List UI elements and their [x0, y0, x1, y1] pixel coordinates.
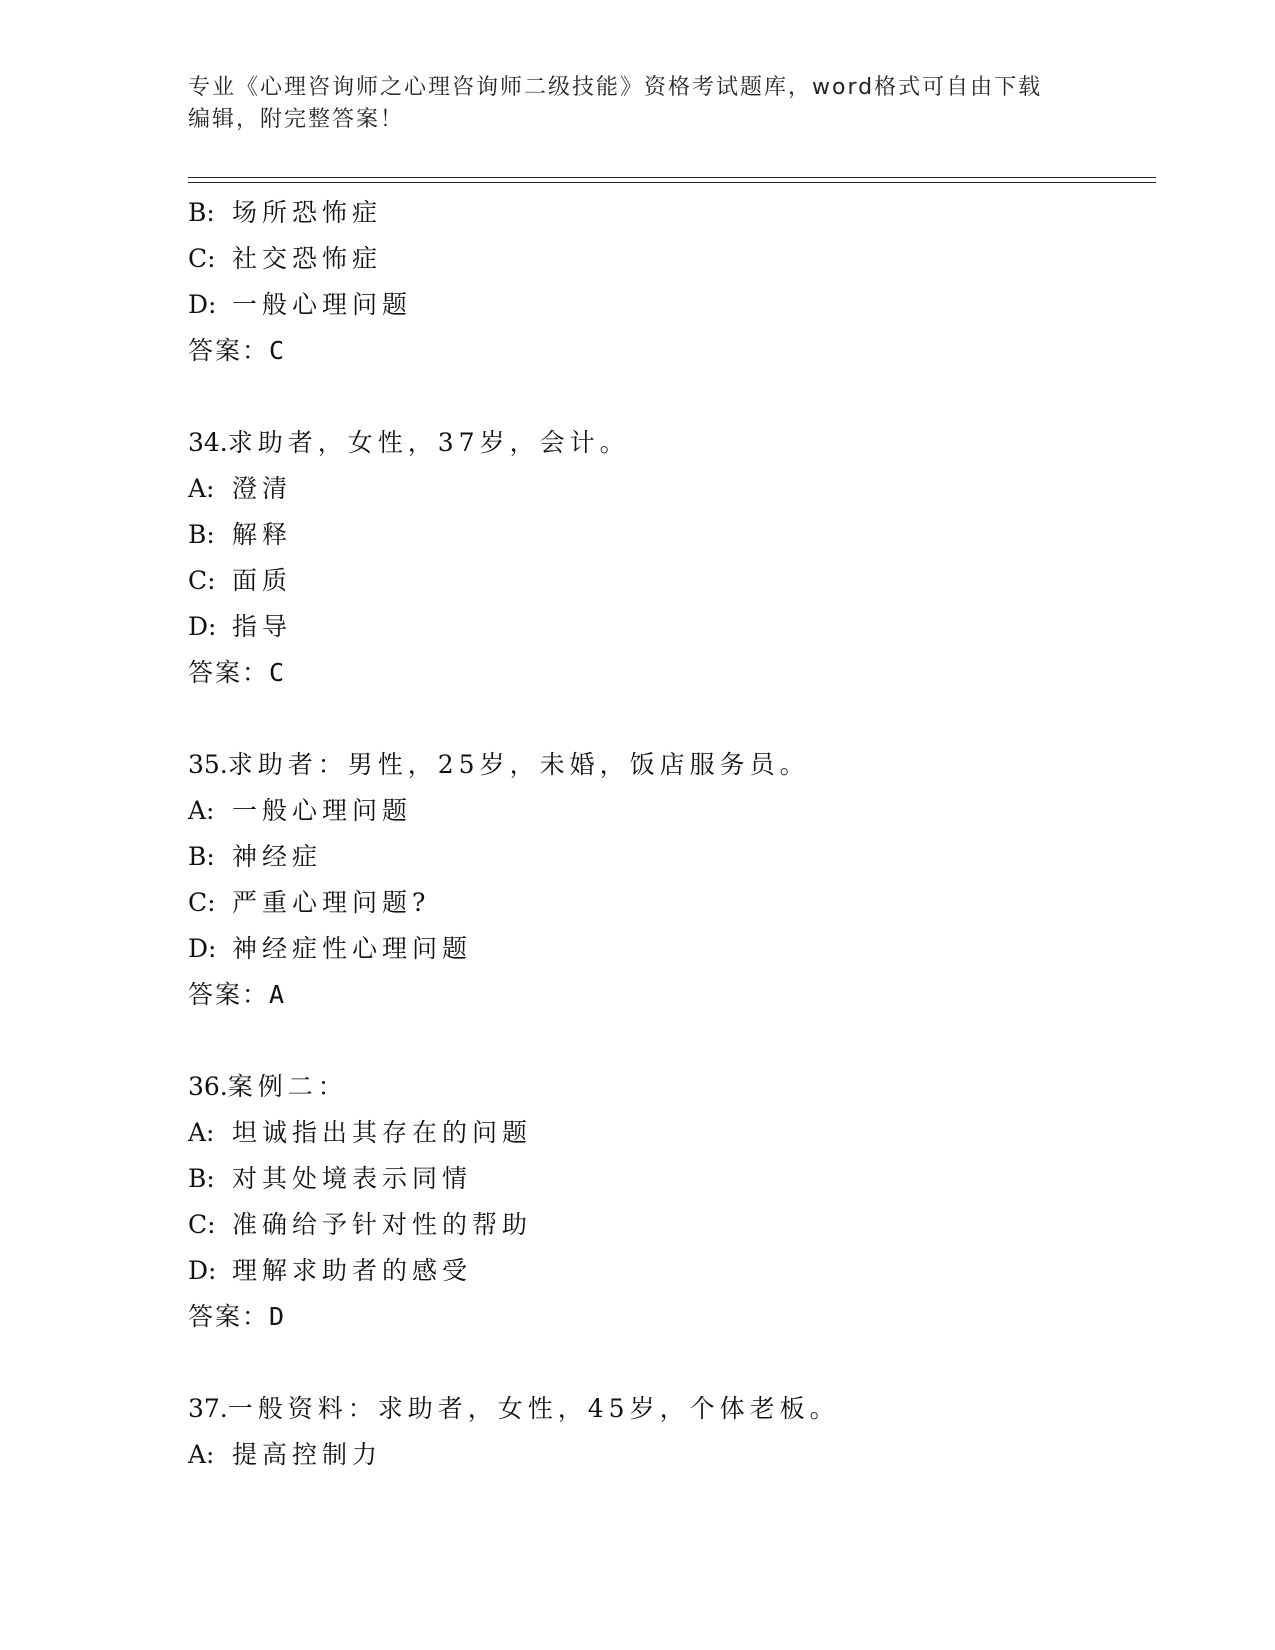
option-text: 面质 — [232, 566, 293, 595]
option-text: 对其处境表示同情 — [232, 1164, 473, 1193]
answer-line — [188, 1294, 1156, 1340]
question-text: 求助者：男性，25岁，未婚，饭店服务员。 — [227, 750, 810, 779]
option-d — [188, 604, 1156, 650]
option-letter: D: — [188, 934, 217, 963]
question-number: 37. — [188, 1394, 228, 1423]
answer-label: 答案： — [188, 980, 270, 1009]
option-letter: B: — [188, 520, 215, 549]
option-text: 准确给予针对性的帮助 — [232, 1210, 533, 1239]
spacer — [188, 374, 1156, 420]
option-d — [188, 1248, 1156, 1294]
option-text: 社交恐怖症 — [232, 244, 383, 273]
option-c — [188, 1202, 1156, 1248]
answer-label: 答案： — [188, 1302, 270, 1331]
option-text: 解释 — [232, 520, 293, 549]
question-text: 案例二： — [227, 1072, 348, 1101]
question-block-prev — [188, 190, 1156, 374]
option-letter: B: — [188, 842, 215, 871]
answer-value: C — [269, 658, 287, 687]
question-block-35 — [188, 742, 1156, 1018]
option-d — [188, 282, 1156, 328]
question-stem — [188, 1386, 1156, 1432]
option-letter: B: — [188, 198, 215, 227]
question-number: 35. — [188, 750, 228, 779]
option-b — [188, 834, 1156, 880]
question-list — [188, 190, 1156, 1478]
header-line-1: 专业《心理咨询师之心理咨询师二级技能》资格考试题库，word格式可自由下载 — [188, 75, 1043, 100]
option-letter: C: — [188, 566, 216, 595]
option-b — [188, 512, 1156, 558]
spacer — [188, 1340, 1156, 1386]
question-block-34 — [188, 420, 1156, 696]
question-stem — [188, 420, 1156, 466]
question-stem — [188, 742, 1156, 788]
answer-line — [188, 328, 1156, 374]
option-letter: A: — [188, 1440, 215, 1469]
option-text: 坦诚指出其存在的问题 — [232, 1118, 533, 1147]
answer-value: A — [269, 980, 287, 1009]
answer-line — [188, 972, 1156, 1018]
option-text: 神经症性心理问题 — [232, 934, 473, 963]
option-letter: A: — [188, 474, 215, 503]
answer-label: 答案： — [188, 336, 270, 365]
option-text: 神经症 — [232, 842, 323, 871]
question-block-37 — [188, 1386, 1156, 1478]
option-letter: B: — [188, 1164, 215, 1193]
option-letter: C: — [188, 888, 216, 917]
option-text: 严重心理问题? — [232, 888, 431, 917]
option-c — [188, 558, 1156, 604]
header-line-2: 编辑，附完整答案！ — [188, 107, 405, 132]
question-text: 一般资料：求助者，女性，45岁，个体老板。 — [227, 1394, 840, 1423]
option-b — [188, 1156, 1156, 1202]
option-a — [188, 788, 1156, 834]
question-number: 34. — [188, 428, 228, 457]
header-divider-bottom — [188, 182, 1156, 183]
answer-line — [188, 650, 1156, 696]
option-text: 澄清 — [232, 474, 293, 503]
option-letter: D: — [188, 290, 217, 319]
option-d — [188, 926, 1156, 972]
option-b — [188, 190, 1156, 236]
option-text: 一般心理问题 — [232, 290, 413, 319]
question-number: 36. — [188, 1072, 228, 1101]
question-block-36 — [188, 1064, 1156, 1340]
option-a — [188, 1110, 1156, 1156]
option-letter: A: — [188, 1118, 215, 1147]
question-stem — [188, 1064, 1156, 1110]
option-c — [188, 880, 1156, 926]
option-letter: A: — [188, 796, 215, 825]
option-text: 提高控制力 — [232, 1440, 383, 1469]
answer-value: C — [269, 336, 287, 365]
option-text: 场所恐怖症 — [232, 198, 383, 227]
option-text: 理解求助者的感受 — [232, 1256, 473, 1285]
answer-label: 答案： — [188, 658, 270, 687]
answer-value: D — [269, 1302, 287, 1331]
option-letter: C: — [188, 244, 216, 273]
option-letter: D: — [188, 612, 217, 641]
option-text: 一般心理问题 — [232, 796, 413, 825]
header-divider-top — [188, 177, 1156, 178]
option-letter: C: — [188, 1210, 216, 1239]
spacer — [188, 696, 1156, 742]
question-text: 求助者，女性，37岁，会计。 — [227, 428, 630, 457]
option-a — [188, 1432, 1156, 1478]
spacer — [188, 1018, 1156, 1064]
option-text: 指导 — [232, 612, 293, 641]
option-letter: D: — [188, 1256, 217, 1285]
option-c — [188, 236, 1156, 282]
option-a — [188, 466, 1156, 512]
document-header — [188, 72, 1088, 136]
